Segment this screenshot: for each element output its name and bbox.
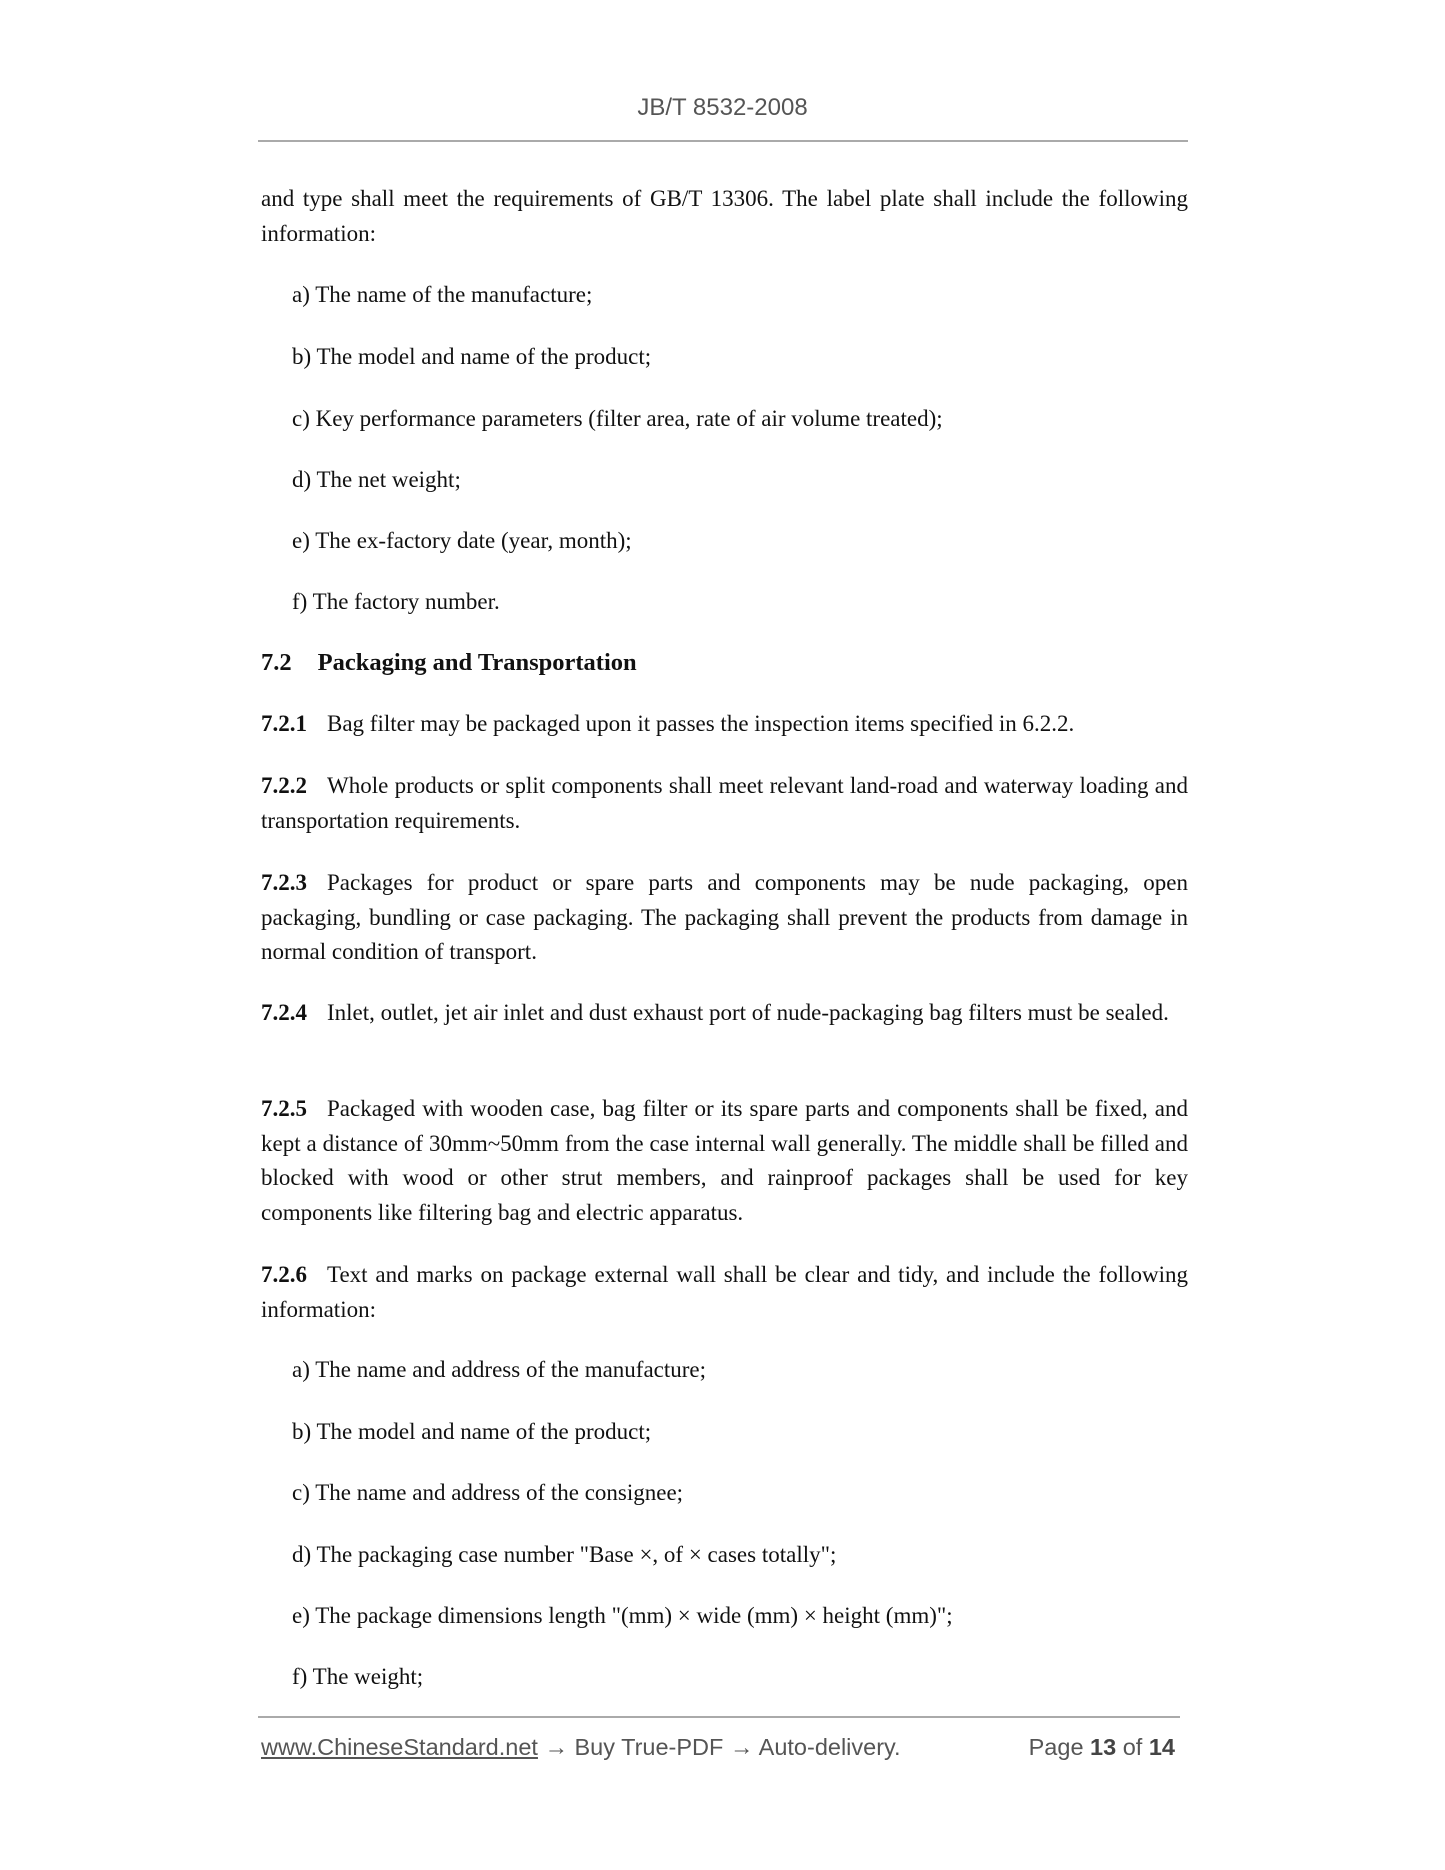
clause-number: 7.2.4 (261, 1000, 307, 1025)
current-page: 13 (1090, 1734, 1117, 1760)
label-item: b) The model and name of the product; (292, 344, 652, 369)
clause-text: Packages for product or spare parts and components may be nude packaging, open packaging, bundling or case packaging. The packaging shall prevent the products from damage in normal condition of transport. (261, 870, 1188, 965)
of-label: of (1122, 1734, 1143, 1760)
section-number: 7.2 (261, 649, 292, 676)
label-item: c) Key performance parameters (filter area, rate of air volume treated); (292, 406, 943, 431)
document-id-header: JB/T 8532-2008 (637, 94, 808, 121)
website-link[interactable]: www.ChineseStandard.net (261, 1734, 538, 1760)
clause-7-2-3 (261, 866, 1188, 970)
clause-number: 7.2.1 (261, 711, 307, 736)
clause-text: Whole products or split components shall meet relevant land-road and waterway loading and transportation requirements. (261, 773, 1188, 833)
label-item: d) The net weight; (292, 467, 461, 492)
section-title: Packaging and Transportation (317, 649, 637, 676)
label-item: a) The name of the manufacture; (292, 282, 593, 307)
clause-7-2-5 (261, 1092, 1188, 1230)
package-item: b) The model and name of the product; (292, 1419, 652, 1444)
clause-text: Text and marks on package external wall shall be clear and tidy, and include the following information: (261, 1262, 1188, 1322)
clause-7-2-1 (261, 707, 1188, 742)
clause-7-2-6 (261, 1258, 1188, 1327)
intro-paragraph: and type shall meet the requirements of GB/T 13306. The label plate shall include the following information: (261, 186, 1188, 246)
label-item: f) The factory number. (292, 589, 500, 614)
header-divider (258, 140, 1188, 142)
clause-number: 7.2.3 (261, 870, 307, 895)
clause-text: Packaged with wooden case, bag filter or its spare parts and components shall be fixed, and kept a distance of 30mm~50mm from the case internal wall generally. The middle shall be filled and blocked with wood or other strut members, and rainproof packages shall be used for key components like filtering bag and electric apparatus. (261, 1096, 1188, 1225)
clause-number: 7.2.5 (261, 1096, 307, 1121)
clause-number: 7.2.2 (261, 773, 307, 798)
section-heading (261, 646, 1188, 681)
total-pages: 14 (1148, 1734, 1175, 1760)
clause-text: Bag filter may be packaged upon it passes the inspection items specified in 6.2.2. (327, 711, 1075, 736)
package-item: d) The packaging case number "Base ×, of × cases totally"; (292, 1542, 837, 1567)
clause-text: Inlet, outlet, jet air inlet and dust exhaust port of nude-packaging bag filters must be sealed. (327, 1000, 1169, 1025)
footer-divider (258, 1716, 1180, 1718)
package-item: c) The name and address of the consignee; (292, 1480, 684, 1505)
label-item: e) The ex-factory date (year, month); (292, 528, 632, 553)
page-indicator (1029, 1734, 1175, 1761)
clause-7-2-4 (261, 996, 1188, 1031)
page-label: Page (1028, 1734, 1084, 1760)
clause-7-2-2 (261, 769, 1188, 838)
footer-promo (261, 1734, 901, 1761)
promo-text: → Buy True-PDF → Auto-delivery. (537, 1734, 901, 1760)
clause-number: 7.2.6 (261, 1262, 307, 1287)
package-item: a) The name and address of the manufacture; (292, 1357, 707, 1382)
package-item: e) The package dimensions length "(mm) × wide (mm) × height (mm)"; (292, 1603, 953, 1628)
package-item: f) The weight; (292, 1664, 424, 1689)
